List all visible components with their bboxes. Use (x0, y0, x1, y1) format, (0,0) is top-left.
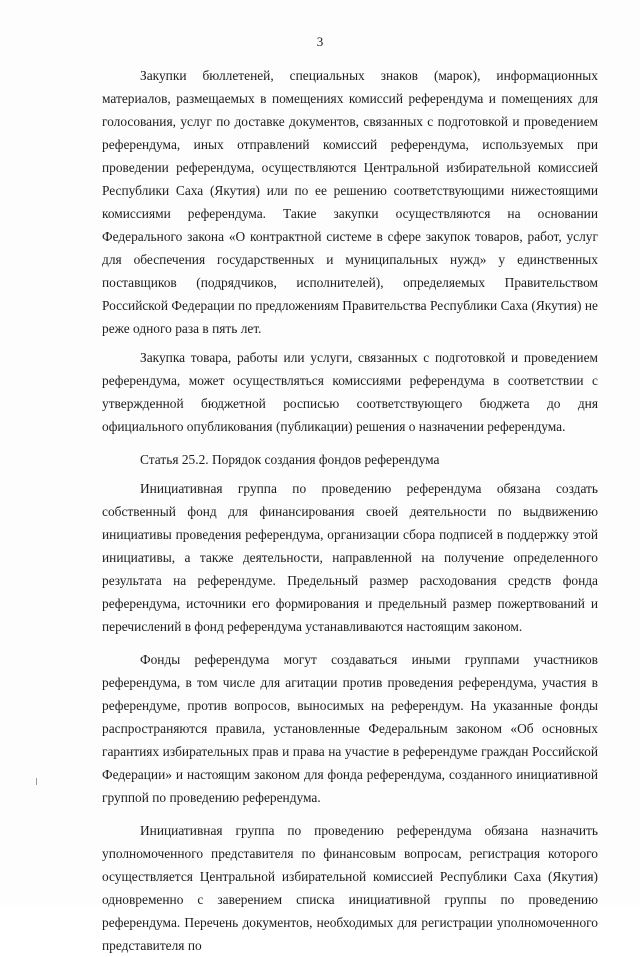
article-heading: Статья 25.2. Порядок создания фондов референдума (140, 452, 440, 467)
paragraph-financial-representative: Инициативная группа по проведению референдума обязана назначить уполномоченного представителя по финансовым вопросам, регистрация которого осуществляется Центральной избирательной комиссией Республики Саха (Якутия) одновременно с заверением списка инициативной группы по проведению референдума. Перечень документов, необходимых для регистрации уполномоченного представителя по (102, 823, 598, 953)
scan-artifact-mark (36, 778, 37, 785)
page-number: 3 (316, 34, 324, 49)
paragraph-procurement-ballots: Закупки бюллетеней, специальных знаков (марок), информационных материалов, размещаемых в помещениях комиссий референдума и помещениях для голосования, услуг по доставке документов, связанных с подготовкой и проведением референдума, иных отправлений комиссий референдума, используемых при проведении референдума, осуществляются Центральной избирательной комиссией Республики Саха (Якутия) или по ее решению соответствующими нижестоящими комиссиями референдума. Такие закупки осуществляются на основании Федерального закона «О контрактной системе в сфере закупок товаров, работ, услуг для обеспечения государственных и муниципальных нужд» у единственных поставщиков (подрядчиков, исполнителей), определяемых Правительством Российской Федерации по предложениям Правительства Республики Саха (Якутия) не реже одного раза в пять лет. (102, 68, 598, 336)
paragraph-initiative-fund: Инициативная группа по проведению референдума обязана создать собственный фонд для финансирования своей деятельности по выдвижению инициативы проведения референдума, организации сбора подписей в поддержку этой инициативы, а также деятельности, направленной на получение определенного результата на референдуме. Предельный размер расходования средств фонда референдума, источники его формирования и предельный размер пожертвований и перечислений в фонд референдума устанавливаются настоящим законом. (102, 481, 598, 634)
document-body (102, 64, 598, 957)
paragraph-other-funds: Фонды референдума могут создаваться иными группами участников референдума, в том числе для агитации против проведения референдума, участия в референдуме, против вопросов, выносимых на референдум. На указанные фонды распространяются правила, установленные Федеральным законом «Об основных гарантиях избирательных прав и права на участие в референдуме граждан Российской Федерации» и настоящим законом для фонда референдума, созданного инициативной группой по проведению референдума. (102, 652, 598, 805)
paragraph-procurement-goods: Закупка товара, работы или услуги, связанных с подготовкой и проведением референдума, может осуществляться комиссиями референдума в соответствии с утвержденной бюджетной росписью соответствующего бюджета до дня официального опубликования (публикации) решения о назначении референдума. (102, 350, 598, 434)
